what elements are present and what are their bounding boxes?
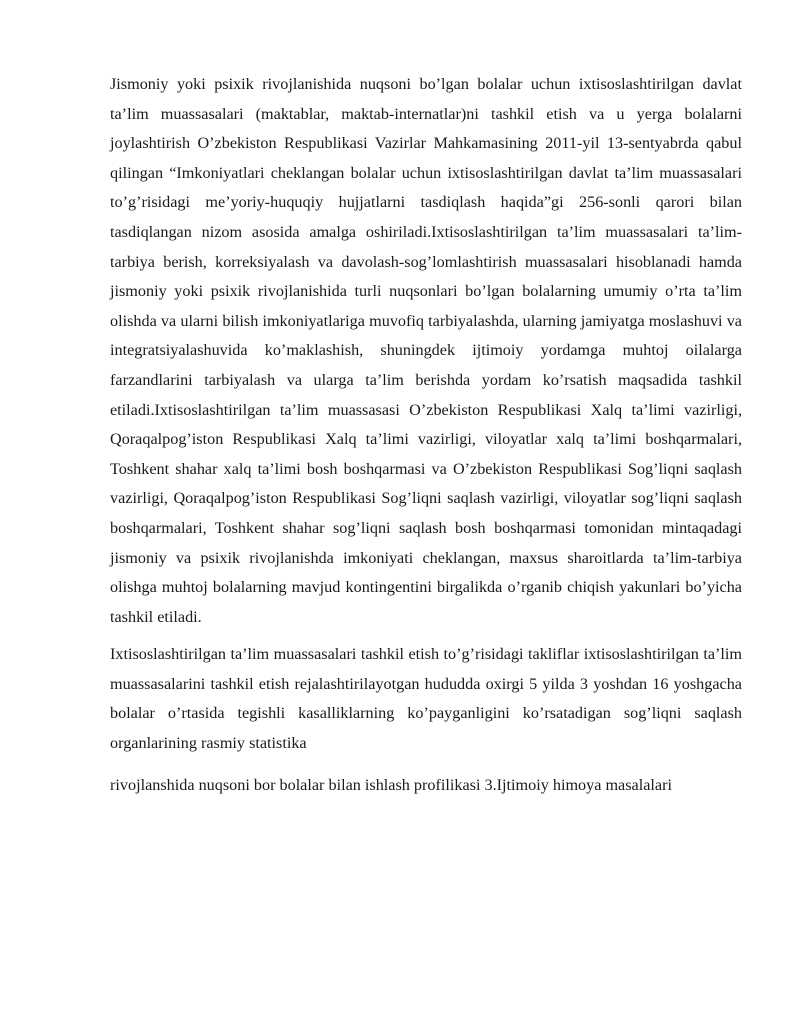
document-page bbox=[110, 70, 742, 800]
paragraph-3: rivojlanshida nuqsoni bor bolalar bilan ishlash profilikasi 3.Ijtimoiy himoya masalalari bbox=[110, 775, 672, 794]
paragraph-1: Jismoniy yoki psixik rivojlanishida nuqsoni bo’lgan bolalar uchun ixtisoslashtirilgan davlat ta’lim muassasalari (maktablar, maktab-internatlar)ni tashkil etish va u yerga bolalarni joylashtirish O’zbekiston Respublikasi Vazirlar Mahkamasining 2011-yil 13-sentyabrda qabul qilingan “Imkoniyatlari cheklangan bolalar uchun ixtisoslashtirilgan davlat ta’lim muassasalari to’g’risidagi me’yoriy-huquqiy hujjatlarni tasdiqlash haqida”gi 256-sonli qarori bilan tasdiqlangan nizom asosida amalga oshiriladi.Ixtisoslashtirilgan ta’lim muassasalari ta’lim-tarbiya berish, korreksiyalash va davolash-sog’lomlashtirish muassasalari hisoblanadi hamda jismoniy yoki psixik rivojlanishida turli nuqsonlari bo’lgan bolalarning umumiy o’rta ta’lim olishda va ularni bilish imkoniyatlariga muvofiq tarbiyalashda, ularning jamiyatga moslashuvi va integratsiyalashuvida ko’maklashish, shuningdek ijtimoiy yordamga muhtoj oilalarga farzandlarini tarbiyalash va ularga ta’lim berishda yordam ko’rsatish maqsadida tashkil etiladi.Ixtisoslashtirilgan ta’lim muassasasi O’zbekiston Respublikasi Xalq ta’limi vazirligi, Qoraqalpog’iston Respublikasi Xalq ta’limi vazirligi, viloyatlar xalq ta’limi boshqarmalari, Toshkent shahar xalq ta’limi bosh boshqarmasi va O’zbekiston Respublikasi Sog’liqni saqlash vazirligi, Qoraqalpog’iston Respublikasi Sog’liqni saqlash vazirligi, viloyatlar sog’liqni saqlash boshqarmalari, Toshkent shahar sog’liqni saqlash bosh boshqarmasi tomonidan mintaqadagi jismoniy va psixik rivojlanishda imkoniyati cheklangan, maxsus sharoitlarda ta’lim-tarbiya olishga muhtoj bolalarning mavjud kontingentini birgalikda o’rganib chiqish yakunlari bo’yicha tashkil etiladi. bbox=[110, 75, 742, 626]
paragraph-2: Ixtisoslashtirilgan ta’lim muassasalari tashkil etish to’g’risidagi takliflar ixtisoslashtirilgan ta’lim muassasalarini tashkil etish rejalashtirilayotgan hududda oxirgi 5 yilda 3 yoshdan 16 yoshgacha bolalar o’rtasida tegishli kasalliklarning ko’payganligini ko’rsatadigan sog’liqni saqlash organlarining rasmiy statistika bbox=[110, 645, 742, 753]
